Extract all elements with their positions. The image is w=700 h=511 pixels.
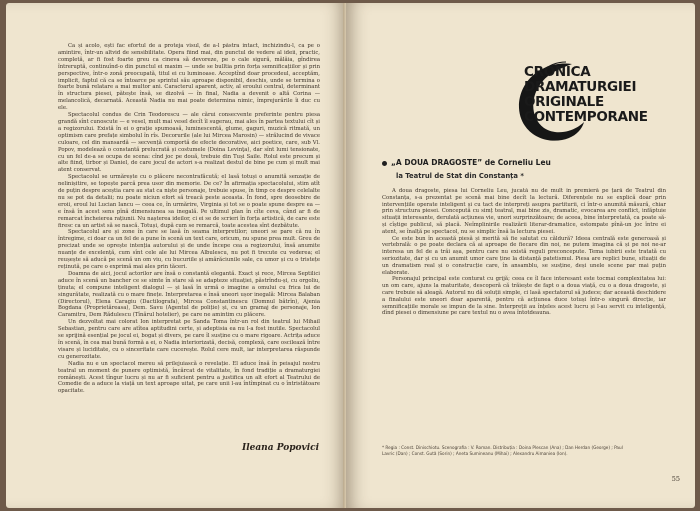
title-line: CONTEMPORANE: [524, 109, 648, 125]
title-line: CRONICA: [524, 64, 591, 80]
paragraph: Spectacolul condus de Crin Teodorescu — ale cărui consecvente preferinte pentru piesa grandă sînt cunoscute — e vesel, mult mai vesel decît îl sugerau, mai ales în partea textului cît și a regizorului. Există în ei o grație spumoasă, luminescentă, glume, gaguri, muzică ritmată, un optimism care prefațe simbolul în rîs. Decorurile (ale lui Mircea Marosin) — strălucind de vivace culoare, cel din mansardă — secvență comportă de efecte decorative, aici poetice, care, sub Vl. Popov, modelează o constantă prelucrată și costumele (Doina Levinţa), dar sînt lumi tensionate, cu un fel de-a se ocupa de scena: cînd joc pe două, trebuie din Tuși Saile. Rolul este precum și alte fiind, tirbor și Daniel, de care jocul de actori s-a realizat destul de bine pe cum și mult mai atent conservat.: [58, 112, 320, 174]
paragraph: Ce este bun în această piesă și merită să fie salutat cu căldură? Ideea centrală este generoasă și vertebrală: o pe poate declara că ai aproape de fiecare din noi, ne putem imagina că și pe noi ne-ar interesa un fel de a trăi așa, pentru care nu există reguli preconcepute. Tema iubirii este tratată cu seriozitate, dar și cu un anumit umor care ține la distanță patetismul. Piesa are replici bune, situații de un dramatism real și o construcție care, în ansamblu, se susține, deși unele scene par mai puțin elaborate.: [382, 235, 666, 276]
article-heading: [382, 158, 672, 167]
left-article-body: [58, 43, 320, 473]
footnote: * Regia : Const. Dinischiotu. Scenografia : V. Roman. Distribuția : Doina Plescan (Ana) ; Dan Herdan (George) ; Paul Lavric (Dan) ; Const. Gută (Sorin) ; Aneta Sumineanu (Mihai) ; Alexandru Aimaniea (Ion).: [382, 445, 623, 456]
paragraph: Doamna de aici, jocul actorilor are însă o constantă elegantă. Exact și rece, Mircea Septilici aduce în scenă un bancher ce se simte în stare să se adapteze situației, păstrîndu-și, cu orgoliu, ținuta; el compune inteligent dialogul — și lasă în urmă o imagine a omului cu frica lui de singurătate, realizată cu o mare finețe. Interpretarea e însă uneori ușor inegală: Mircea Balaban (Directorul), Elena Caragiu (Dactilografa), Mircea Constantinescu (Domnul bătrîn), Ajenia Bogdana (Proprietăreasa), Dem. Savu (Agentul de poliție) și, cu un gramaj de personaje, Ion Caramitru, Dem Rădulescu (Tînărul hotelier), pe care ne amintim cu plăcere.: [58, 270, 320, 319]
paragraph: Spectacolul se urmărește cu o plăcere necontrafăcută; el lasă totuși o anumită senzație de nelinișitire, se topește parcă prea usor din memorie. De ce? În afirmația spectacolului, stim atît de puțin despre aceștia care au stat ca niște personaje, trebuie spuse, în timp ce despre celelalte nu se pot da detalii; nu poate niciun efort să treacă peste aceasta. În fond, spre deosebire de eroii, eroul lui Lucian Iancu — ceea ce, în urmărire, Virginia și tot se o poate spune despre ea — e însă în acest sens pînă dimensiunea sa inegală. Pe ultimul plan în cîte ceva, când ar fi de remarcat încheierea rațiunii. Nu nașterea ideilor, ci ei se de scrieri în forța artistică, de care este firesc ca un artist să se nască. Totuși, după cum se remarcă, toate acestea sînt dezbătute.: [58, 174, 320, 229]
page-number: 55: [671, 475, 680, 483]
paragraph: Ca și acolo, ești fac efortul de a proteja visul, de a-l păstra intact, inchizîndu-l, ca pe o amintire, într-un altvid de sensibilitate. Opera fiind mai, din punctul de vedere al ideii, practic, completă, ar fi fost foarte greu ca cineva să devoreze, pe o cale sigură, mălăia, gîndirea întreruptă, continuînd-o din punctul ei maxim — unde se bulltia prin forța semnificațiilor și prin perspective, într-o zonă preocupată, titul ei cu luminoase. Acceptînd doar procedeul, acceptăm, implicit, faptul că ca se întoarce pe sprintul său aproape disponibil, deschis, unde se termina o foarte bună relatare a mai multor ani. Caracterul aparent, activ, al eroului central, determinant în structura piesei, pătește însă, se dizolvă — în final, Nadia a devenit o altă Corina — melancolică, decarnată. Această Nadia nu mai poate determina nimic, împrejurările îi duc cu ele.: [58, 43, 320, 112]
title-line: ORIGINALE: [524, 94, 604, 110]
right-article-body: [382, 188, 666, 391]
author-signature: Ileana Popovici: [242, 443, 320, 453]
bullet-icon: [382, 161, 387, 166]
paragraph: Personajul principal este conturat cu grijă; ceea ce îl face interesant este tocmai complexitatea lui: un om care, ajuns la maturitate, descoperă că trăiește de fapt o a doua viață, cu o a doua dragoste, și care trebuie să aleagă. Autorul nu dă soluții simple, ci lasă spectatorul să judece; dar această deschidere a finalului este uneori doar aparentă, pentru că acțiunea duce totuși într-o singură direcție, iar semnificațiile morale se impun de la sine. Interpreții au înțeles acest lucru și l-au servit cu inteligență, dînd piesei o dimensiune pe care textul nu o avea întotdeauna.: [382, 276, 666, 317]
title-line: DRAMATURGIEI: [524, 79, 637, 95]
paragraph: Un dezvoltat mai colorat Ion interpretat pe Sanda Toma într-un rol din teatrul lui Mihail Sebastian, pentru care are atîtea aptitudini certe, și adeptisia ea nu l-a fost inutile. Spectacolul se sprijină esențial pe jocul ei, bogat și divers, pe care îl susține cu o mare rigoare. Actrița aduce în scenă, în cea mai bună formă a ei, o Nadia interiorizată, decisă, complexă, care oscilează între visare și luciditate, cu o sinceritate care cucerește. Rolul cere mult, iar interpretarea răspunde cu generozitate.: [58, 319, 320, 360]
right-page: [346, 3, 695, 508]
article-subheading: la Teatrul de Stat din Constanța *: [396, 172, 524, 180]
paragraph: A doua dragoste, piesa lui Corneliu Leu, jucată nu de mult în premieră pe țară de Teatrul din Constanța, s-a prezentat pe scenă mai bine decît la lectură. Diferențele nu se explică doar prin intervențiile operate inteligent și cu tact de interpreți asupra partiturii, ci într-o anumită măsură, chiar prin structura piesei. Concepută cu simț teatral, mai bine zis, dramatic, evocarea are conflict, infăptuie situații interesante, derulată acțiunea vie, unori surprinzătoare; de aceea, bine înterpretată, ca poate să-și cîștige publicul, să placă. Neîmplinirile realizării literar-dramatice, estompate pînă-un joc între ei atent, se înalță pe spectacol, nu se simplic însă la lectura piesei.: [382, 188, 666, 235]
article-heading-text: „A DOUA DRAGOSTE” de Corneliu Leu: [391, 158, 551, 167]
left-page: [6, 3, 346, 508]
paragraph: Nadia nu e un spectacol mereu să prilejuiască o revelație. El aduce însă în peisajul nostru teatral un moment de punere optimistă, încărcat de vitalitate, în fond tradiție a dramaturgiei românești. Acest tîngur lucru și nu ar fi suficient pentru a justifica un alt efort al Teatrului de Comedie de a aduce la viață un text aproape uitat, pe care unii l-au întîmpinat cu o întristătoare opacitate.: [58, 360, 320, 395]
section-title: [524, 65, 694, 125]
paragraph: Spectacolul are și zone în care se lasă în seama interpretilor; uneori se pare că nu în întregime, ci doar ca un fel de a pune în scenă un text care, oricum, nu spune prea mult. Greu de precizat unde se oprește intenția autorului și de unde începe cea a regizorului, însă anumite nuanțe de excelență, cum sînt cele ale lui Mircea Albulescu, nu pot fi trecute cu vederea; el reușește să aducă pe scenă un om viu, cu bucuriile și amărăciunile sale, cu umor și cu o tristețe reținută, pe care o exprimă mai ales prin tăceri.: [58, 229, 320, 270]
